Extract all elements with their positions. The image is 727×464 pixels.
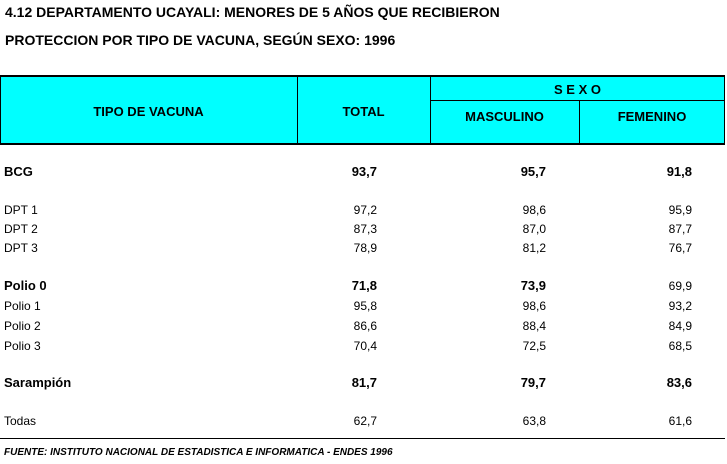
table-row-polio3: [0, 337, 725, 355]
row-label: DPT 3: [4, 241, 38, 255]
row-femenino: 87,7: [668, 222, 692, 236]
row-masculino: 79,7: [520, 375, 546, 390]
table-header: [0, 75, 725, 145]
row-femenino: 95,9: [668, 203, 692, 217]
table-row-polio1: [0, 297, 725, 315]
header-total: TOTAL: [342, 103, 385, 119]
vaccine-table: [0, 75, 725, 145]
header-sexo: S E X O: [554, 81, 601, 97]
row-total: 78,9: [353, 241, 377, 255]
row-total: 81,7: [351, 375, 377, 390]
row-total: 62,7: [353, 414, 377, 428]
table-row-polio2: [0, 317, 725, 335]
row-masculino: 88,4: [522, 319, 546, 333]
row-masculino: 95,7: [520, 164, 546, 179]
row-label: Polio 0: [4, 278, 47, 293]
header-tipo-de-vacuna: TIPO DE VACUNA: [93, 103, 204, 119]
row-total: 97,2: [353, 203, 377, 217]
row-label: Polio 2: [4, 319, 41, 333]
row-label: Polio 3: [4, 339, 41, 353]
row-femenino: 93,2: [668, 299, 692, 313]
row-femenino: 76,7: [668, 241, 692, 255]
row-femenino: 69,9: [668, 279, 692, 293]
row-masculino: 98,6: [522, 203, 546, 217]
table-row-dpt2: [0, 220, 725, 238]
table-row-todas: [0, 412, 725, 430]
source-note: FUENTE: INSTITUTO NACIONAL DE ESTADISTICA E INFORMATICA - ENDES 1996: [4, 447, 393, 458]
row-femenino: 83,6: [666, 375, 692, 390]
row-label: Todas: [4, 414, 37, 428]
row-masculino: 63,8: [522, 414, 546, 428]
table-row-polio0: [0, 277, 725, 295]
header-femenino: FEMENINO: [617, 108, 687, 124]
row-total: 95,8: [353, 299, 377, 313]
row-masculino: 73,9: [520, 278, 546, 293]
row-total: 93,7: [351, 164, 377, 179]
row-total: 71,8: [351, 278, 377, 293]
row-label: Polio 1: [4, 299, 41, 313]
row-masculino: 72,5: [522, 339, 546, 353]
row-label: BCG: [4, 164, 33, 179]
table-title-line-2: PROTECCION POR TIPO DE VACUNA, SEGÚN SEXO: 1996: [5, 32, 396, 48]
row-femenino: 61,6: [668, 414, 692, 428]
row-femenino: 91,8: [666, 164, 692, 179]
row-label: Sarampión: [4, 375, 72, 390]
row-femenino: 68,5: [668, 339, 692, 353]
row-masculino: 87,0: [522, 222, 546, 236]
row-label: DPT 2: [4, 222, 38, 236]
row-masculino: 98,6: [522, 299, 546, 313]
row-total: 87,3: [353, 222, 377, 236]
table-row-sarampion: [0, 374, 725, 392]
row-masculino: 81,2: [522, 241, 546, 255]
table-title-line-1: 4.12 DEPARTAMENTO UCAYALI: MENORES DE 5 AÑOS QUE RECIBIERON: [5, 4, 500, 20]
row-femenino: 84,9: [668, 319, 692, 333]
header-masculino: MASCULINO: [465, 108, 544, 124]
row-label: DPT 1: [4, 203, 38, 217]
table-row-dpt3: [0, 239, 725, 257]
table-bottom-rule: [0, 438, 725, 439]
table-row-dpt1: [0, 201, 725, 219]
row-total: 86,6: [353, 319, 377, 333]
row-total: 70,4: [353, 339, 377, 353]
table-row-bcg: [0, 163, 725, 181]
